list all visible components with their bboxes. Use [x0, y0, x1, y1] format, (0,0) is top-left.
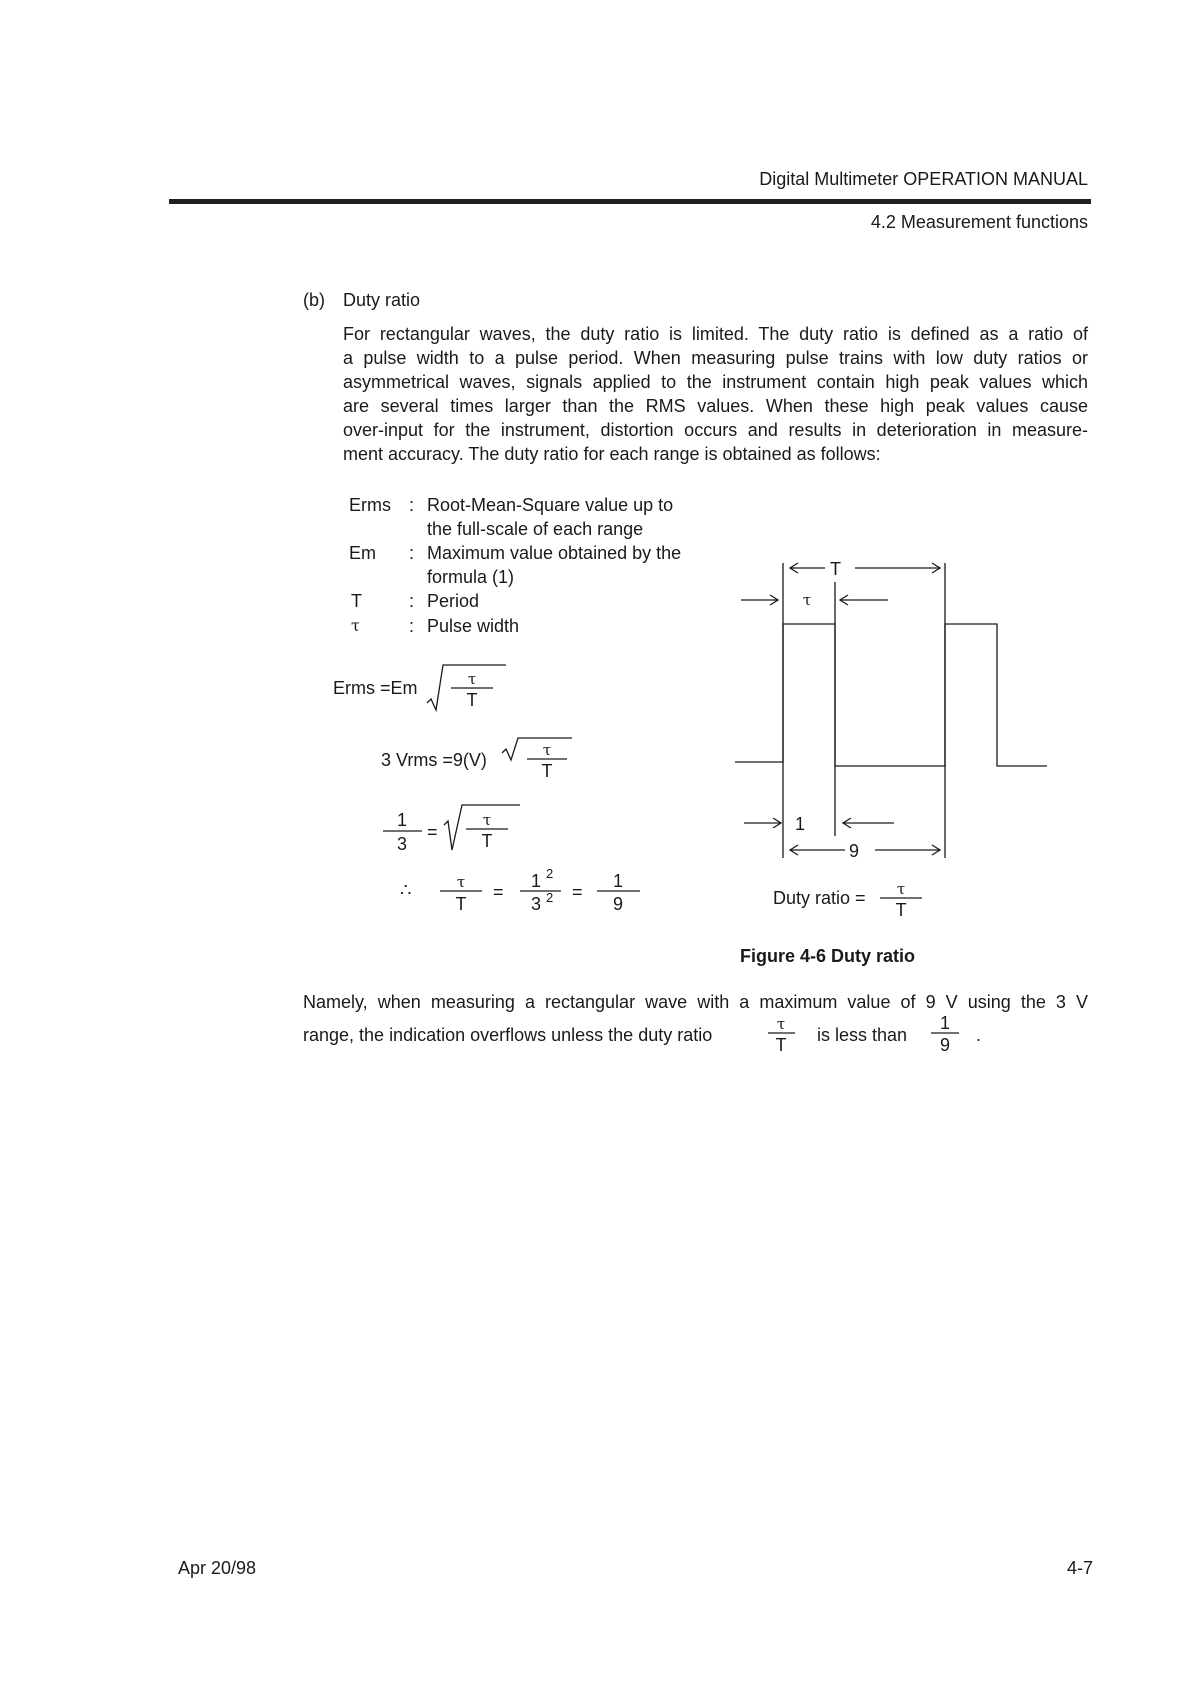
sqrt-sign: [502, 738, 572, 760]
figure-caption: Figure 4-6 Duty ratio: [740, 946, 916, 966]
rectangular-waveform: [735, 624, 1047, 766]
footer-date: Apr 20/98: [178, 1558, 257, 1578]
definition-sep: :: [409, 543, 415, 563]
duty-numerator: τ: [896, 880, 906, 898]
subsection-title: Duty ratio: [343, 290, 421, 310]
duty-denominator: T: [895, 900, 907, 920]
fraction-numerator: 1: [939, 1013, 951, 1033]
definition-sep: :: [409, 616, 415, 636]
page-number: 4-7: [1066, 1558, 1093, 1578]
numerator: 1: [396, 810, 408, 830]
definition-text: Maximum value obtained by the: [427, 543, 682, 563]
numerator: 1: [612, 871, 624, 891]
conclusion-text: .: [976, 1025, 982, 1045]
definition-text: formula (1): [427, 567, 515, 587]
numerator: 1: [530, 871, 542, 891]
paragraph-line: ment accuracy. The duty ratio for each range is obtained as follows:: [343, 444, 881, 464]
tau-symbol: τ: [542, 741, 552, 759]
equals-sign: =: [493, 882, 504, 902]
section-title: 4.2 Measurement functions: [870, 212, 1088, 232]
fraction-denominator: T: [775, 1035, 787, 1055]
definition-sep: :: [409, 495, 415, 515]
pulse-value-label: 1: [794, 814, 806, 834]
period-label: T: [830, 559, 841, 579]
duty-ratio-label: Duty ratio =: [773, 888, 866, 908]
pulse-width-label: τ: [802, 591, 812, 609]
period-value-label: 9: [849, 841, 860, 861]
definition-sep: :: [409, 591, 415, 611]
paragraph-line: a pulse width to a pulse period. When measuring pulse trains with low duty ratios or: [343, 348, 1088, 368]
tau-symbol: τ: [456, 873, 466, 891]
definition-term: Erms: [349, 495, 391, 515]
denominator: 3: [530, 894, 542, 914]
period-symbol: T: [455, 894, 467, 914]
denominator: 3: [396, 834, 408, 854]
definition-text: the full-scale of each range: [427, 519, 644, 539]
fraction-numerator: τ: [776, 1015, 786, 1033]
paragraph-line: asymmetrical waves, signals applied to the instrument contain high peak values which: [343, 372, 1088, 392]
conclusion-text: range, the indication overflows unless the duty ratio: [303, 1025, 713, 1045]
definition-text: Period: [427, 591, 480, 611]
exponent: 2: [546, 866, 554, 881]
definition-term: τ: [351, 616, 360, 635]
conclusion-line: Namely, when measuring a rectangular wave with a maximum value of 9 V using the 3 V: [303, 992, 1088, 1012]
period-symbol: T: [481, 831, 493, 851]
definition-term: T: [351, 591, 362, 611]
formula-erms-lhs: Erms =Em: [333, 678, 418, 698]
fraction-denominator: 9: [939, 1035, 951, 1055]
definition-text: Root-Mean-Square value up to: [427, 495, 674, 515]
paragraph-line: are several times larger than the RMS values. When these high peak values cause: [343, 396, 1088, 416]
period-symbol: T: [466, 690, 478, 710]
exponent: 2: [546, 890, 554, 905]
conclusion-text: is less than: [817, 1025, 908, 1045]
definition-text: Pulse width: [427, 616, 520, 636]
therefore-symbol: ∴: [400, 880, 412, 900]
manual-title: Digital Multimeter OPERATION MANUAL: [759, 169, 1088, 189]
tau-symbol: τ: [467, 670, 477, 688]
formula-vrms-lhs: 3 Vrms =9(V): [381, 750, 487, 770]
definition-term: Em: [349, 543, 376, 563]
subsection-marker: (b): [303, 290, 325, 310]
equals-sign: =: [427, 822, 438, 842]
period-symbol: T: [541, 761, 553, 781]
paragraph-line: over-input for the instrument, distortion occurs and results in deterioration in measure-: [343, 420, 1088, 440]
paragraph-line: For rectangular waves, the duty ratio is limited. The duty ratio is defined as a ratio of: [343, 324, 1088, 344]
tau-symbol: τ: [482, 811, 492, 829]
equals-sign: =: [572, 882, 583, 902]
denominator: 9: [612, 894, 624, 914]
